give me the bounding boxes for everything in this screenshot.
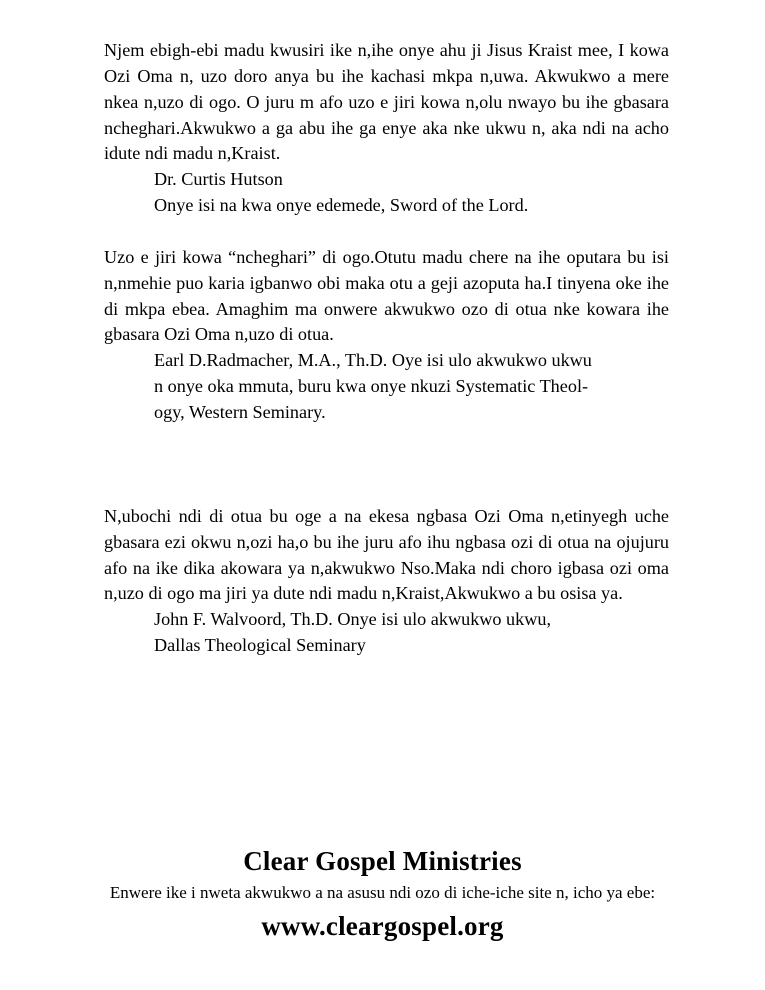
endorsement-section-3	[104, 504, 669, 659]
section-spacer-2	[104, 426, 669, 504]
endorsement-attribution-1-line-2: Onye isi na kwa onye edemede, Sword of the Lord.	[154, 195, 529, 216]
endorsement-attribution-3-line-2: Dallas Theological Seminary	[154, 635, 366, 656]
section-spacer-1	[104, 219, 669, 245]
website-url[interactable]: www.cleargospel.org	[261, 911, 504, 941]
endorsement-section-2	[104, 245, 669, 426]
endorsement-attribution-1-line-1: Dr. Curtis Hutson	[154, 169, 283, 190]
footer-note: Enwere ike i nweta akwukwo a na asusu ndi ozo di iche-iche site n, icho ya ebe:	[109, 883, 656, 902]
endorsement-attribution-2-line-2: n onye oka mmuta, buru kwa onye nkuzi Systematic Theol-	[154, 376, 589, 397]
endorsement-body-1: Njem ebigh-ebi madu kwusiri ike n,ihe onye ahu ji Jisus Kraist mee, I kowa Ozi Oma n, uzo doro anya bu ihe kachasi mkpa n,uwa. Akwukwo a mere nkea n,uzo di ogo. O juru m afo uzo e jiri kowa n,olu nwayo bu ihe gbasara ncheghari.Akwukwo a ga abu ihe ga enye aka nke ukwu n, aka ndi na acho idute ndi madu n,Kraist.	[104, 40, 669, 164]
endorsement-attribution-2-line-1: Earl D.Radmacher, M.A., Th.D. Oye isi ulo akwukwo ukwu	[154, 350, 592, 371]
ministry-name: Clear Gospel Ministries	[243, 846, 522, 876]
endorsement-attribution-2-line-3: ogy, Western Seminary.	[154, 401, 326, 422]
endorsement-body-3: N,ubochi ndi di otua bu oge a na ekesa ngbasa Ozi Oma n,etinyegh uche gbasara ezi okwu n,ozi ha,o bu ihe juru afo ihu ngbasa ozi di otua na ojujuru afo na ike dika akowara ya n,akwukwo Nso.Maka ndi choro igbasa ozi oma n,uzo di ogo ma jiri ya dute ndi madu n,Kraist,Akwukwo a bu osisa ya.	[104, 505, 669, 604]
endorsement-body-2: Uzo e jiri kowa “ncheghari” di ogo.Otutu madu chere na ihe oputara bu isi n,nmehie puo karia igbanwo obi maka otu a geji azoputa ha.I tinyena oke ihe di mkpa ebea. Amaghim ma onwere akwukwo ozo di otua nke kowara ihe gbasara Ozi Oma n,uzo di otua.	[104, 246, 669, 345]
endorsement-attribution-3-line-1: John F. Walvoord, Th.D. Onye isi ulo akwukwo ukwu,	[154, 609, 552, 630]
page-footer	[0, 846, 765, 942]
endorsement-section-1	[104, 38, 669, 219]
